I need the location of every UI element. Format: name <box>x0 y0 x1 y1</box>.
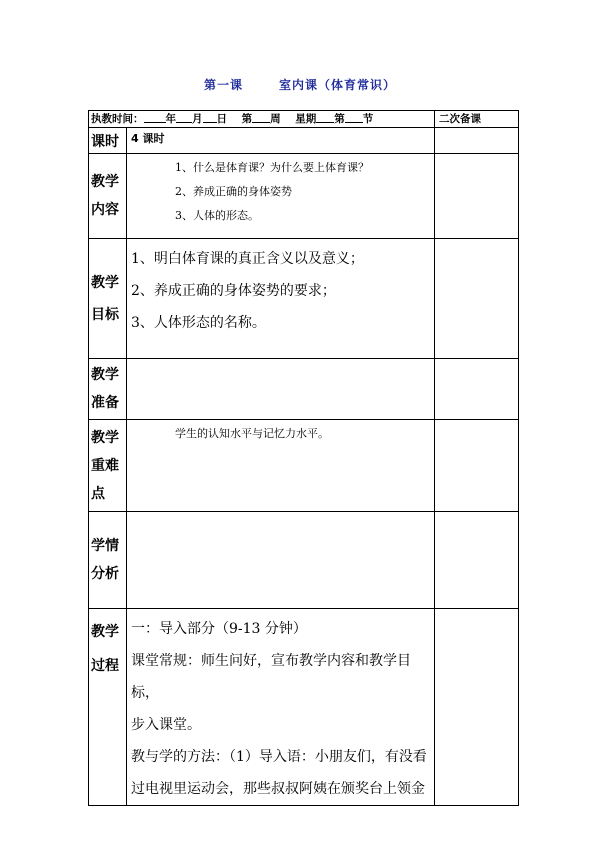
content-label-line1: 教学 <box>91 174 119 190</box>
goal-cell <box>127 239 435 359</box>
process-line: 教与学的方法：（1）导入语：小朋友们，有没看 <box>131 749 427 765</box>
day-label: 日 <box>216 113 227 125</box>
section-label: 节 <box>362 113 374 125</box>
time-label: 执教时间： <box>91 113 144 125</box>
month-label: 月 <box>192 113 203 125</box>
lesson-plan-table <box>88 110 519 806</box>
analysis-label <box>89 512 127 609</box>
process-line: 课堂常规：师生问好，宣布教学内容和教学目标， <box>131 653 411 701</box>
content-cell <box>127 154 435 239</box>
analysis-label-line1: 学情 <box>91 538 119 554</box>
analysis-row <box>89 512 519 609</box>
week-label: 周 <box>270 113 281 125</box>
content-label-line2: 内容 <box>91 202 119 218</box>
process-cell <box>127 609 435 806</box>
difficulty-text: 学生的认知水平与记忆力水平。 <box>175 427 329 440</box>
keshi-value: 4 课时 <box>127 128 435 154</box>
prep-second-prep <box>435 359 519 420</box>
content-item: 1、什么是体育课？为什么要上体育课？ <box>175 161 369 174</box>
difficulty-cell <box>127 420 435 512</box>
goal-second-prep <box>435 239 519 359</box>
prep-cell <box>127 359 435 420</box>
process-line: 步入课堂。 <box>131 717 201 733</box>
analysis-cell <box>127 512 435 609</box>
goal-item: 3、人体形态的名称。 <box>131 315 266 331</box>
difficulty-row <box>89 420 519 512</box>
analysis-label-line2: 分析 <box>91 566 119 582</box>
keshi-label: 课时 <box>89 128 127 154</box>
content-item: 3、人体的形态。 <box>175 209 259 222</box>
difficulty-label <box>89 420 127 512</box>
lesson-title <box>0 76 600 93</box>
prep-label-line2: 准备 <box>91 395 119 411</box>
prep-label <box>89 359 127 420</box>
process-label-line2: 过程 <box>91 658 119 674</box>
keshi-row <box>89 128 519 154</box>
content-item: 2、养成正确的身体姿势 <box>175 185 292 198</box>
teaching-time-cell <box>89 111 435 128</box>
difficulty-second-prep <box>435 420 519 512</box>
lesson-number: 第一课 <box>203 78 243 92</box>
difficulty-label-line2: 重难 <box>91 457 119 474</box>
content-row <box>89 154 519 239</box>
goal-label-line2: 目标 <box>91 306 119 323</box>
goal-item: 2、养成正确的身体姿势的要求； <box>131 283 336 299</box>
week-prefix: 第 <box>241 113 253 125</box>
difficulty-label-line1: 教学 <box>91 429 119 446</box>
weekday-label: 星期 <box>295 113 317 125</box>
content-label <box>89 154 127 239</box>
goal-label <box>89 239 127 359</box>
goal-item: 1、明白体育课的真正含义以及意义； <box>131 251 364 267</box>
goal-label-line1: 教学 <box>91 274 119 291</box>
process-label-line1: 教学 <box>91 624 119 640</box>
goal-row <box>89 239 519 359</box>
second-prep-header: 二次备课 <box>435 111 519 128</box>
process-row <box>89 609 519 806</box>
keshi-second-prep <box>435 128 519 154</box>
process-line: 一：导入部分（9-13 分钟） <box>131 621 307 637</box>
analysis-second-prep <box>435 512 519 609</box>
content-second-prep <box>435 154 519 239</box>
year-label: 年 <box>165 113 176 125</box>
process-label <box>89 609 127 806</box>
lesson-topic: 室内课（体育常识） <box>279 78 397 92</box>
prep-row <box>89 359 519 420</box>
process-line: 过电视里运动会，那些叔叔阿姨在颁奖台上领金 <box>131 781 425 797</box>
difficulty-label-line3: 点 <box>91 485 105 502</box>
process-second-prep <box>435 609 519 806</box>
section-prefix: 第 <box>334 113 345 125</box>
header-row <box>89 111 519 128</box>
prep-label-line1: 教学 <box>91 367 119 383</box>
